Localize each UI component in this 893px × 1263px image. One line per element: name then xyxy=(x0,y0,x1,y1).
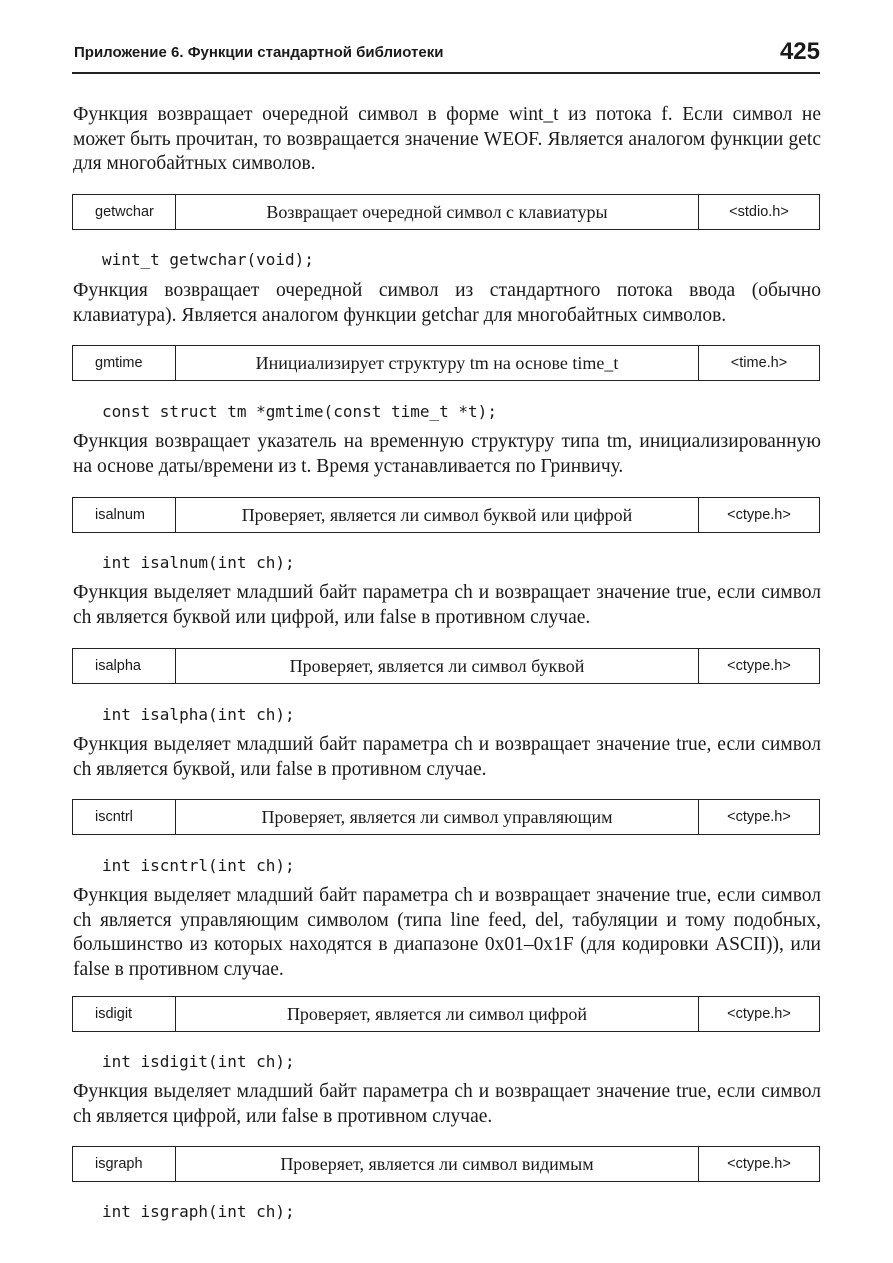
function-name: isgraph xyxy=(73,1147,176,1181)
function-header: <ctype.h> xyxy=(727,1006,791,1022)
function-description: Проверяет, является ли символ управляющим xyxy=(176,800,699,834)
function-header: <ctype.h> xyxy=(727,507,791,523)
function-table-isalnum xyxy=(72,497,820,533)
function-description: Проверяет, является ли символ буквой xyxy=(176,649,699,683)
function-text: Функция возвращает очередной символ из стандартного потока ввода (обычно клавиатура). Является аналогом функции getchar для многобайтных символов. xyxy=(73,280,821,326)
function-name: getwchar xyxy=(73,195,176,229)
running-header xyxy=(72,38,820,74)
function-prototype: wint_t getwchar(void); xyxy=(102,250,314,269)
page-number: 425 xyxy=(779,38,820,65)
function-header: <stdio.h> xyxy=(729,204,789,220)
function-description: Проверяет, является ли символ цифрой xyxy=(176,997,699,1031)
function-header: <ctype.h> xyxy=(727,809,791,825)
function-table-iscntrl xyxy=(72,799,820,835)
function-text: Функция выделяет младший байт параметра ch и возвращает значение true, если символ ch является буквой или цифрой, или false в противном случае. xyxy=(73,582,821,628)
function-name: isalpha xyxy=(73,649,176,683)
function-description: Проверяет, является ли символ буквой или цифрой xyxy=(176,498,699,532)
function-text: Функция выделяет младший байт параметра ch и возвращает значение true, если символ ch является буквой, или false в противном случае. xyxy=(73,734,821,780)
function-header: <time.h> xyxy=(730,355,788,371)
function-table-isalpha xyxy=(72,648,820,684)
function-description: Инициализирует структуру tm на основе time_t xyxy=(176,346,699,380)
function-table-getwchar xyxy=(72,194,820,230)
function-prototype: int isdigit(int ch); xyxy=(102,1052,295,1071)
chapter-title: Приложение 6. Функции стандартной библиотеки xyxy=(74,44,444,61)
function-name: isdigit xyxy=(73,997,176,1031)
function-description: Проверяет, является ли символ видимым xyxy=(176,1147,699,1181)
function-header: <ctype.h> xyxy=(727,658,791,674)
function-text: Функция выделяет младший байт параметра ch и возвращает значение true, если символ ch является цифрой, или false в противном случае. xyxy=(73,1081,821,1127)
function-text: Функция выделяет младший байт параметра ch и возвращает значение true, если символ ch является управляющим символом (типа line feed, del, табуляции и тому подобных, большинство из которых находятся в диапазоне 0x01–0x1F (для кодировки ASCII)), или false в противном случае. xyxy=(73,885,821,980)
function-table-isgraph xyxy=(72,1146,820,1182)
function-prototype: const struct tm *gmtime(const time_t *t); xyxy=(102,402,497,421)
function-prototype: int isalnum(int ch); xyxy=(102,553,295,572)
function-text: Функция возвращает указатель на временную структуру типа tm, инициализированную на основе даты/времени из t. Время устанавливается по Гринвичу. xyxy=(73,431,821,477)
function-description: Возвращает очередной символ с клавиатуры xyxy=(176,195,699,229)
function-prototype: int isgraph(int ch); xyxy=(102,1202,295,1221)
function-prototype: int isalpha(int ch); xyxy=(102,705,295,724)
function-table-isdigit xyxy=(72,996,820,1032)
function-name: iscntrl xyxy=(73,800,176,834)
function-prototype: int iscntrl(int ch); xyxy=(102,856,295,875)
function-header: <ctype.h> xyxy=(727,1156,791,1172)
function-name: gmtime xyxy=(73,346,176,380)
function-table-gmtime xyxy=(72,345,820,381)
intro-paragraph: Функция возвращает очередной символ в форме wint_t из потока f. Если символ не может быть прочитан, то возвращается значение WEOF. Является аналогом функции getc для многобайтных символов. xyxy=(73,104,821,174)
function-name: isalnum xyxy=(73,498,176,532)
